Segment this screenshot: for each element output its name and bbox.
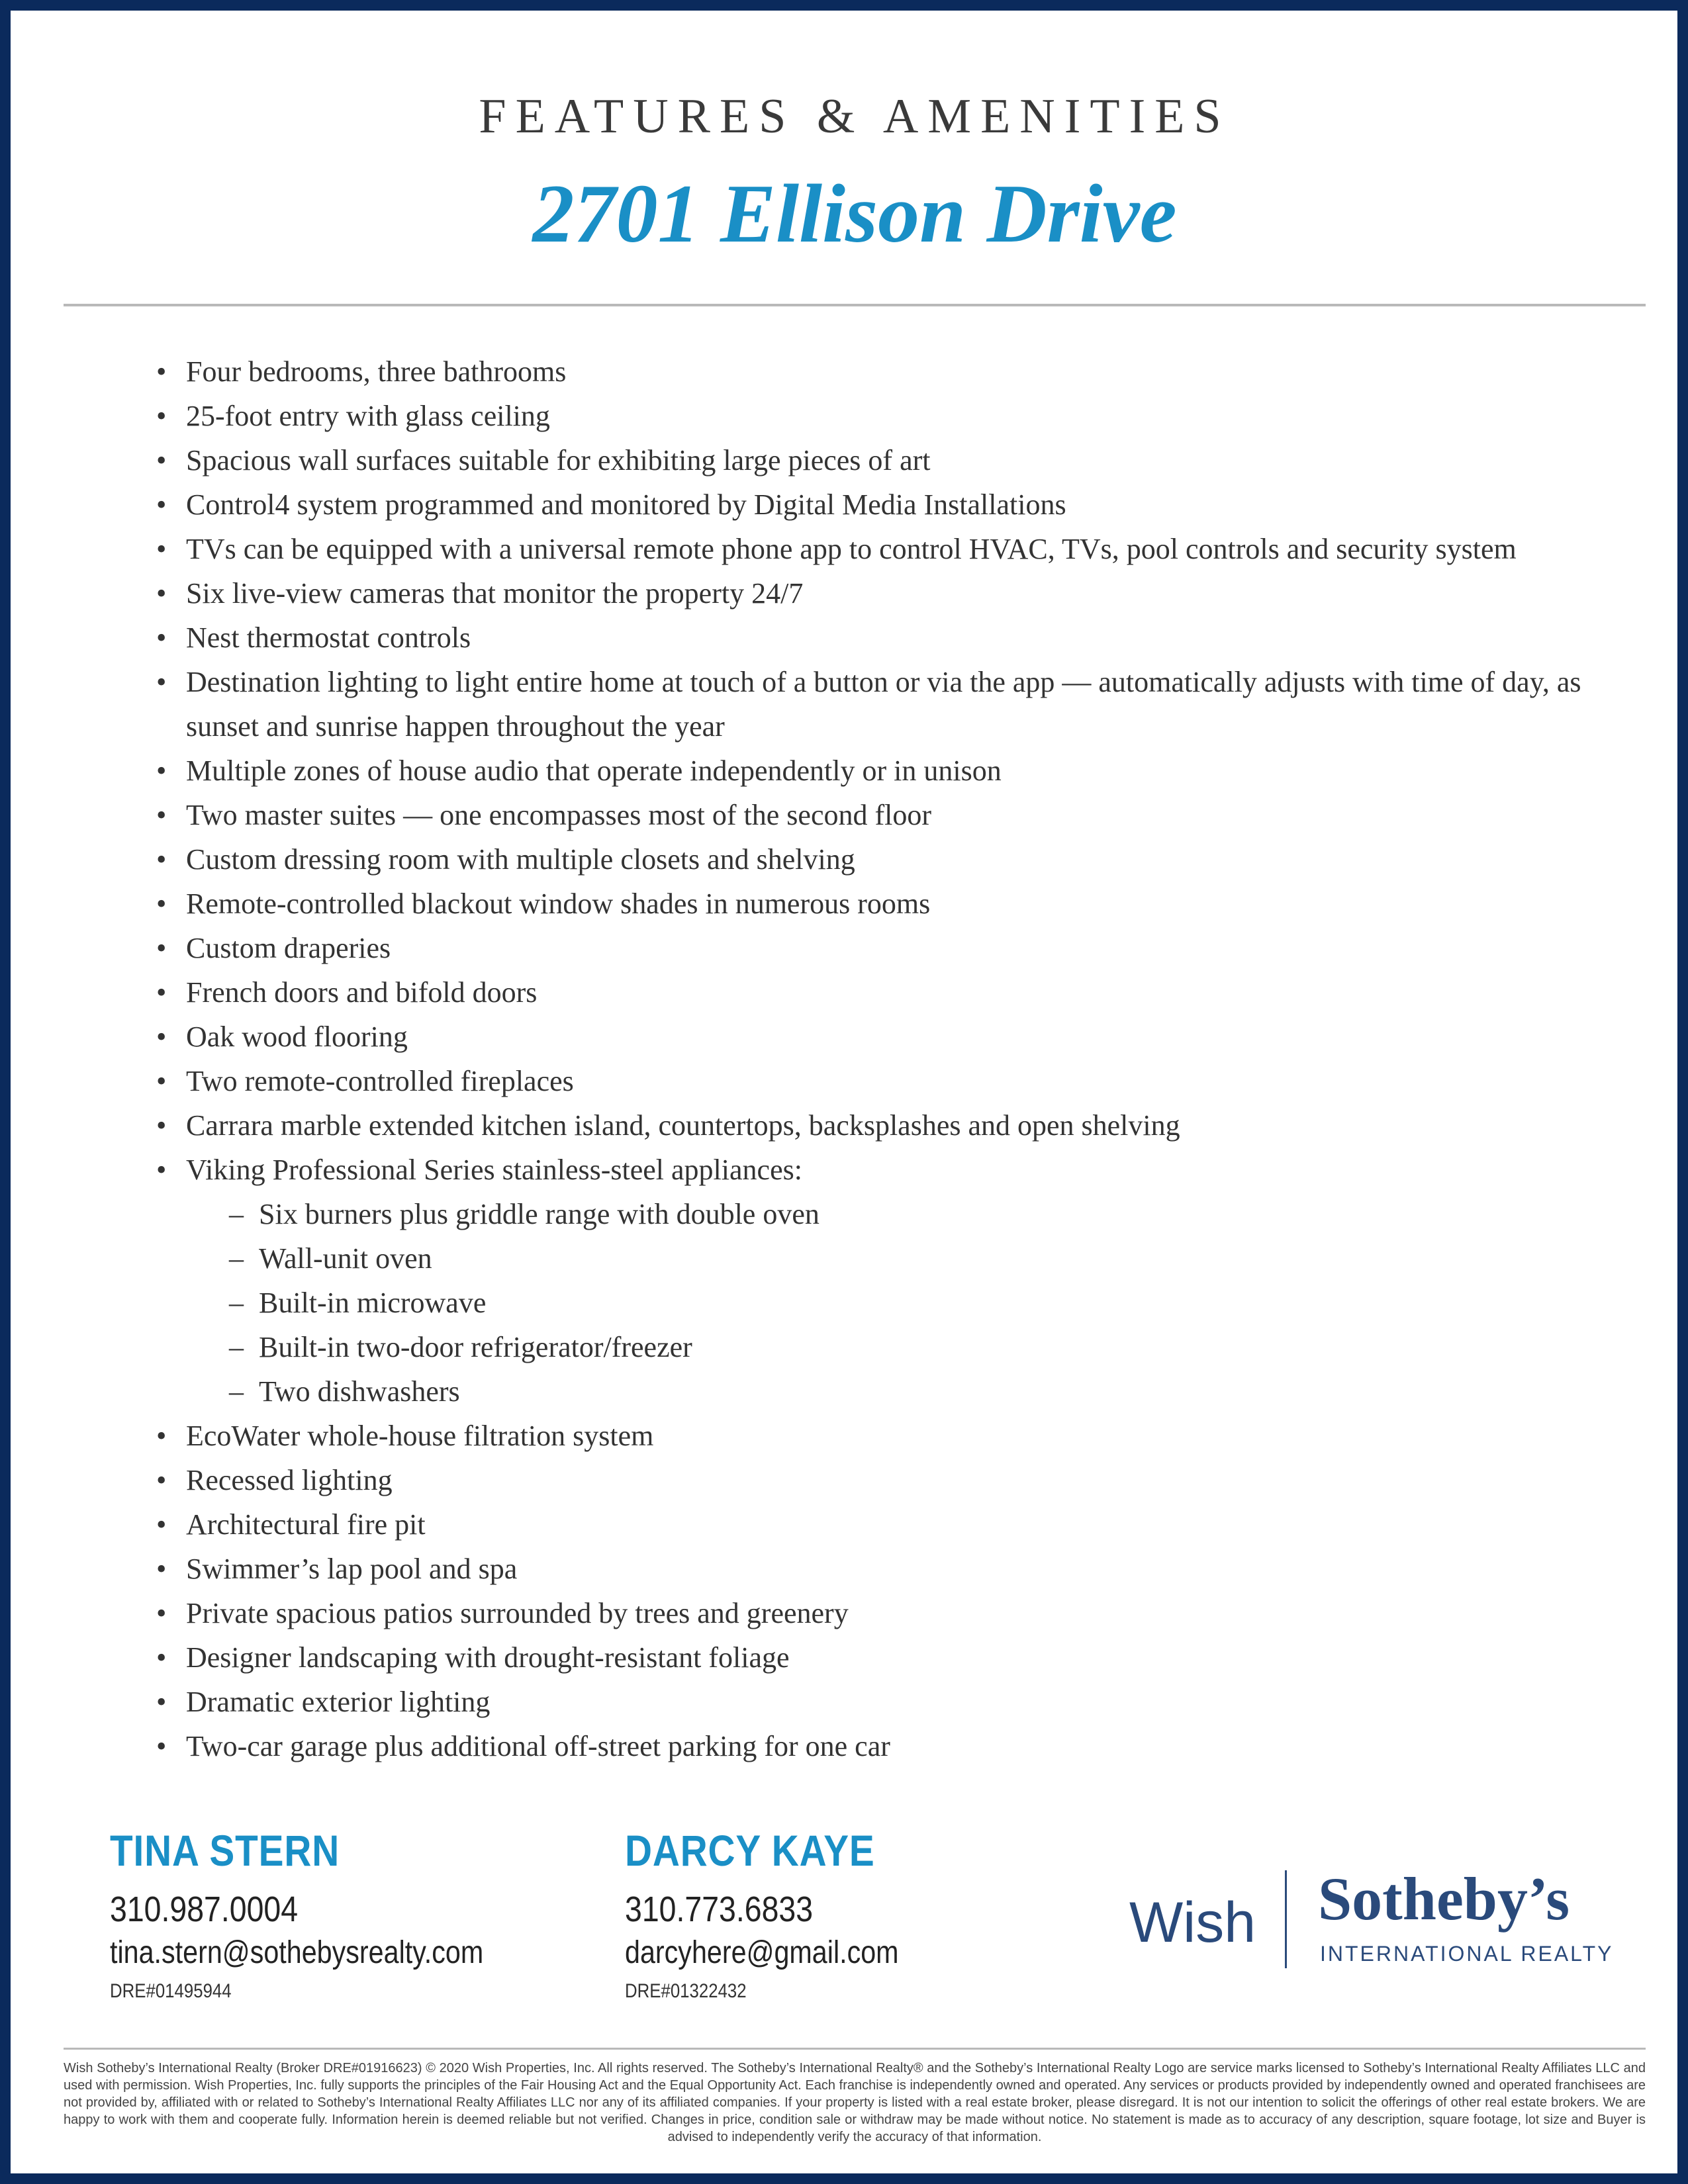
feature-item: • Four bedrooms, three bathrooms (156, 349, 1599, 394)
feature-subitem: – Two dishwashers (156, 1369, 1599, 1414)
agent-phone[interactable]: 310.987.0004 (110, 1889, 299, 1929)
section-eyebrow: FEATURES & AMENITIES (479, 89, 1231, 144)
feature-item: • Oak wood flooring (156, 1015, 1599, 1059)
feature-item: • Recessed lighting (156, 1458, 1599, 1502)
logo-subtitle: INTERNATIONAL REALTY (1320, 1942, 1614, 1966)
feature-item: • Spacious wall surfaces suitable for exhibiting large pieces of art (156, 438, 1599, 482)
feature-item: • Custom draperies (156, 926, 1599, 970)
agent-dre: DRE#01322432 (625, 1980, 747, 2002)
feature-item: • Nest thermostat controls (156, 615, 1599, 660)
feature-item: • Viking Professional Series stainless-steel appliances: (156, 1148, 1599, 1192)
feature-item: • Two-car garage plus additional off-street parking for one car (156, 1724, 1599, 1768)
legal-disclaimer: Wish Sotheby’s International Realty (Broker DRE#01916623) © 2020 Wish Properties, Inc. All rights reserved. The Sotheby’s International Realty® and the Sotheby’s International Realty Logo are service marks licensed to Sotheby’s International Realty Affiliates LLC and used with permission. Wish Properties, Inc. fully supports the principles of the Fair Housing Act and the Equal Opportunity Act. Each franchise is independently owned and operated. Any services or products provided by independently owned and operated franchisees are not provided by, affiliated with or related to Sotheby’s International Realty Affiliates LLC nor any of its affiliated companies. If your property is listed with a real estate broker, please disregard. It is not our intention to solicit the offerings of other real estate brokers. We are happy to work with them and cooperate fully. Information herein is deemed reliable but not verified. Changes in price, condition sale or withdraw may be made without notice. No statement is made as to accuracy of any description, square footage, lot size and Buyer is advised to independently verify the accuracy of that information. (64, 2061, 1646, 2144)
feature-item: • Private spacious patios surrounded by trees and greenery (156, 1591, 1599, 1635)
feature-item: • Two remote-controlled fireplaces (156, 1059, 1599, 1103)
feature-item: • TVs can be equipped with a universal remote phone app to control HVAC, TVs, pool controls and security system (156, 527, 1599, 571)
feature-subitem: – Built-in microwave (156, 1281, 1599, 1325)
brokerage-logo (1129, 1864, 1614, 1970)
feature-item: • 25-foot entry with glass ceiling (156, 394, 1599, 438)
feature-subitem: – Built-in two-door refrigerator/freezer (156, 1325, 1599, 1369)
feature-item: • Custom dressing room with multiple closets and shelving (156, 837, 1599, 882)
feature-item: • Carrara marble extended kitchen island, countertops, backsplashes and open shelving (156, 1103, 1599, 1148)
agent-card-1 (110, 1821, 544, 2009)
feature-item: • Architectural fire pit (156, 1502, 1599, 1547)
feature-item: • Two master suites — one encompasses most of the second floor (156, 793, 1599, 837)
feature-item: • French doors and bifold doors (156, 970, 1599, 1015)
feature-item: • Designer landscaping with drought-resistant foliage (156, 1635, 1599, 1680)
agent-email[interactable]: darcyhere@gmail.com (625, 1935, 899, 1970)
property-title: 2701 Ellison Drive (532, 168, 1177, 260)
agent-phone[interactable]: 310.773.6833 (625, 1889, 814, 1929)
feature-item: • EcoWater whole-house filtration system (156, 1414, 1599, 1458)
feature-item: • Dramatic exterior lighting (156, 1680, 1599, 1724)
feature-subitem: – Wall-unit oven (156, 1236, 1599, 1281)
agent-dre: DRE#01495944 (110, 1980, 232, 2002)
agent-card-2 (625, 1821, 943, 2009)
feature-subitem: – Six burners plus griddle range with double oven (156, 1192, 1599, 1236)
agent-name: DARCY KAYE (625, 1826, 875, 1875)
feature-item: • Multiple zones of house audio that operate independently or in unison (156, 749, 1599, 793)
bottom-divider (64, 2048, 1646, 2050)
feature-item: • Swimmer’s lap pool and spa (156, 1547, 1599, 1591)
agent-name: TINA STERN (110, 1826, 340, 1875)
top-divider (64, 304, 1646, 306)
feature-item: • Six live-view cameras that monitor the property 24/7 (156, 571, 1599, 615)
feature-item: • Remote-controlled blackout window shades in numerous rooms (156, 882, 1599, 926)
features-list (156, 349, 1599, 1768)
logo-wish-text: Wish (1129, 1891, 1256, 1954)
logo-divider (1285, 1870, 1287, 1968)
feature-item: • Control4 system programmed and monitored by Digital Media Installations (156, 482, 1599, 527)
feature-item: • Destination lighting to light entire home at touch of a button or via the app — automatically adjusts with time of day, as sunset and sunrise happen throughout the year (156, 660, 1599, 749)
agent-email[interactable]: tina.stern@sothebysrealty.com (110, 1935, 484, 1970)
logo-brand-text: Sotheby’s (1318, 1865, 1570, 1933)
